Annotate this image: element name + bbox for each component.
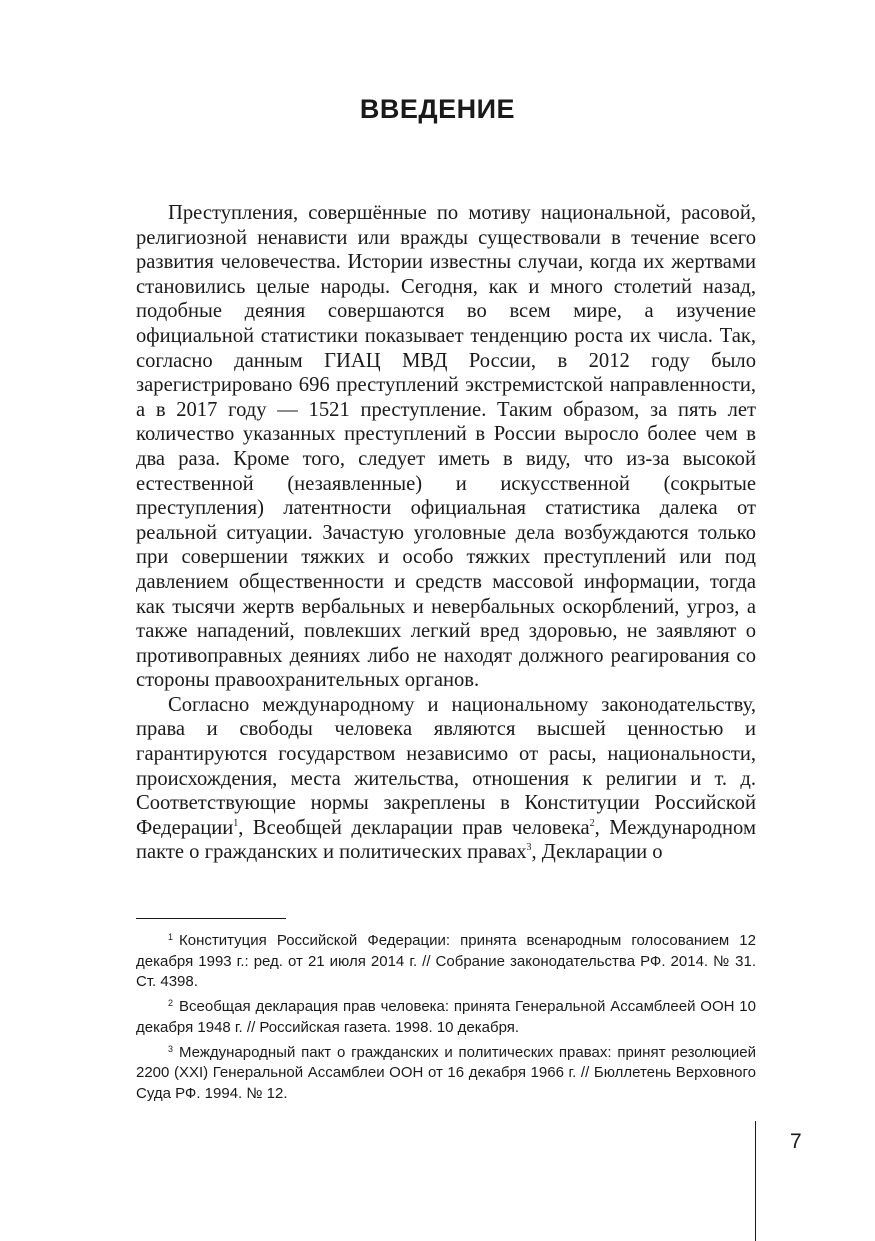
paragraph-text: , Всеобщей декларации прав человека (238, 816, 590, 839)
footnote-text: Международный пакт о гражданских и политических правах: принят резолюцией 2200 (XXI) Генеральной Ассамблеи ООН от 16 декабря 1966 г. // Бюллетень Верховного Суда РФ. 1994. № 12. (136, 1043, 756, 1102)
footnote-mark: 3 (168, 1043, 174, 1054)
footnote-ref: 3 (526, 842, 532, 854)
paragraph: Преступления, совершённые по мотиву национальной, расовой, религиозной ненависти или вражды существовали в течение всего развития человечества. Истории известны случаи, когда их жертвами становились целые народы. Сегодня, как и много столетий назад, подобные деяния совершаются во всем мире, а изучение официальной статистики показывает тенденцию роста их числа. Так, согласно данным ГИАЦ МВД России, в 2012 году было зарегистрировано 696 преступлений экстремистской направленности, а в 2017 году — 1521 преступление. Таким образом, за пять лет количество указанных преступлений в России выросло более чем в два раза. Кроме того, следует иметь в виду, что из-за высокой естественной (незаявленные) и искусственной (сокрытые преступления) латентности официальная статистика далека от реальной ситуации. Зачастую уголовные дела возбуждаются только при совершении тяжких и особо тяжких преступлений или под давлением общественности и средств массовой информации, тогда как тысячи жертв вербальных и невербальных оскорблений, угроз, а также нападений, повлекших легкий вред здоровью, не заявляют о противоправных деяниях либо не находят должного реагирования со стороны правоохранительных органов. (136, 202, 756, 692)
footnote-mark: 1 (168, 932, 174, 942)
paragraph-text: , Декларации о (531, 841, 663, 864)
footnote-divider (136, 918, 286, 919)
paragraph-text: Согласно международному и национальному законодательству, права и свободы человека являются высшей ценностью и гарантируются государством независимо от расы, национальности, происхождения, места жительства, отношения к религии и т. д. Соответствующие нормы закреплены в Конституции Российской Федерации (136, 693, 756, 839)
footnote-ref: 2 (589, 817, 595, 829)
footnote (136, 927, 756, 993)
page-number: 7 (790, 1130, 802, 1153)
paragraph (136, 693, 756, 865)
footnote (136, 993, 756, 1038)
footnote-mark: 2 (168, 998, 174, 1009)
footnotes (136, 927, 756, 1105)
paragraph-text: , Международном пакте о гражданских и политических правах (136, 816, 756, 864)
footnote (136, 1039, 756, 1105)
body-text (136, 201, 756, 865)
page-edge-line (755, 1121, 756, 1241)
footnote-ref: 1 (233, 817, 239, 829)
footnote-text: Конституция Российской Федерации: принята всенародным голосованием 12 декабря 1993 г.: ред. от 21 июля 2014 г. // Собрание законодательства РФ. 2014. № 31. Ст. 4398. (136, 932, 756, 991)
chapter-title: ВВЕДЕНИЕ (359, 94, 516, 124)
footnote-text: Всеобщая декларация прав человека: принята Генеральной Ассамблеей ООН 10 декабря 1948 г. // Российская газета. 1998. 10 декабря. (136, 998, 756, 1036)
